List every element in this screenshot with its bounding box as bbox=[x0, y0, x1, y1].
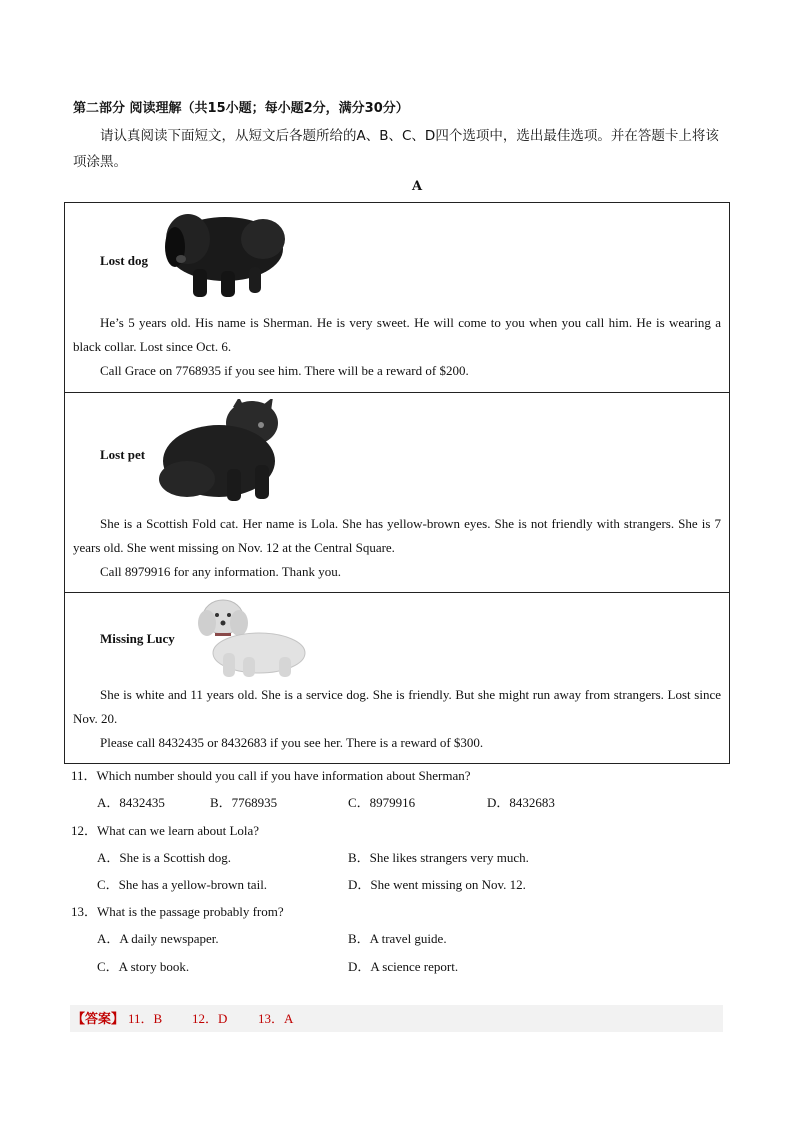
ad-contact: Call Grace on 7768935 if you see him. There will be a reward of $200. bbox=[100, 363, 469, 378]
ad-title: Lost pet bbox=[100, 447, 146, 462]
answer-tag: 【答案】 bbox=[72, 1012, 125, 1027]
ad-contact: Please call 8432435 or 8432683 if you see her. There is a reward of $300. bbox=[100, 735, 484, 750]
ad-row bbox=[65, 203, 730, 393]
option: C．A story book. bbox=[97, 959, 190, 974]
option: C．She has a yellow-brown tail. bbox=[97, 877, 268, 892]
section-title: 第二部分 阅读理解（共15小题；每小题2分，满分30分） bbox=[73, 101, 409, 116]
question-stem: 13．What is the passage probably from? bbox=[71, 904, 284, 919]
option: D．A science report. bbox=[348, 959, 459, 974]
ad-contact: Call 8979916 for any information. Thank you. bbox=[100, 564, 341, 579]
option: A．A daily newspaper. bbox=[97, 931, 219, 946]
option: B．A travel guide. bbox=[348, 931, 447, 946]
answer-item: 12．D bbox=[192, 1011, 228, 1026]
question-stem: 12．What can we learn about Lola? bbox=[71, 823, 260, 838]
white-poodle-photo bbox=[183, 597, 319, 681]
ad-description: He’s 5 years old. His name is Sherman. He is very sweet. He will come to you when you call him. He is wearing a black collar. Lost since Oct. 6. bbox=[73, 315, 721, 354]
ad-lost-pet bbox=[65, 393, 730, 593]
ad-title: Missing Lucy bbox=[100, 631, 175, 646]
ad-row bbox=[65, 593, 730, 764]
ad-lost-dog bbox=[65, 203, 730, 393]
option: A．8432435 bbox=[97, 795, 165, 810]
ads-table bbox=[64, 202, 730, 764]
option: D．She went missing on Nov. 12. bbox=[348, 877, 526, 892]
ad-title: Lost dog bbox=[100, 253, 149, 268]
option: C．8979916 bbox=[348, 795, 416, 810]
ad-description: She is a Scottish Fold cat. Her name is Lola. She has yellow-brown eyes. She is not friendly with strangers. She is 7 years old. She went missing on Nov. 12 at the Central Square. bbox=[73, 516, 721, 555]
instructions: 请认真阅读下面短文，从短文后各题所给的A、B、C、D四个选项中，选出最佳选项。并在答题卡上将该项涂黑。 bbox=[73, 128, 719, 170]
ad-missing-lucy bbox=[65, 593, 730, 764]
option: A．She is a Scottish dog. bbox=[97, 850, 231, 865]
question-stem: 11．Which number should you call if you have information about Sherman? bbox=[71, 768, 471, 783]
ad-row bbox=[65, 393, 730, 593]
option: D．8432683 bbox=[487, 795, 555, 810]
ad-description: She is white and 11 years old. She is a service dog. She is friendly. But she might run away from strangers. Lost since Nov. 20. bbox=[73, 687, 721, 726]
answer-bar bbox=[70, 1005, 723, 1032]
answer-item: 11．B bbox=[128, 1011, 163, 1026]
black-puppy-photo bbox=[153, 209, 293, 301]
option: B．She likes strangers very much. bbox=[348, 850, 529, 865]
answer-item: 13．A bbox=[258, 1011, 294, 1026]
passage-label: A bbox=[411, 179, 423, 194]
black-kitten-photo bbox=[157, 399, 289, 503]
option: B．7768935 bbox=[210, 795, 278, 810]
